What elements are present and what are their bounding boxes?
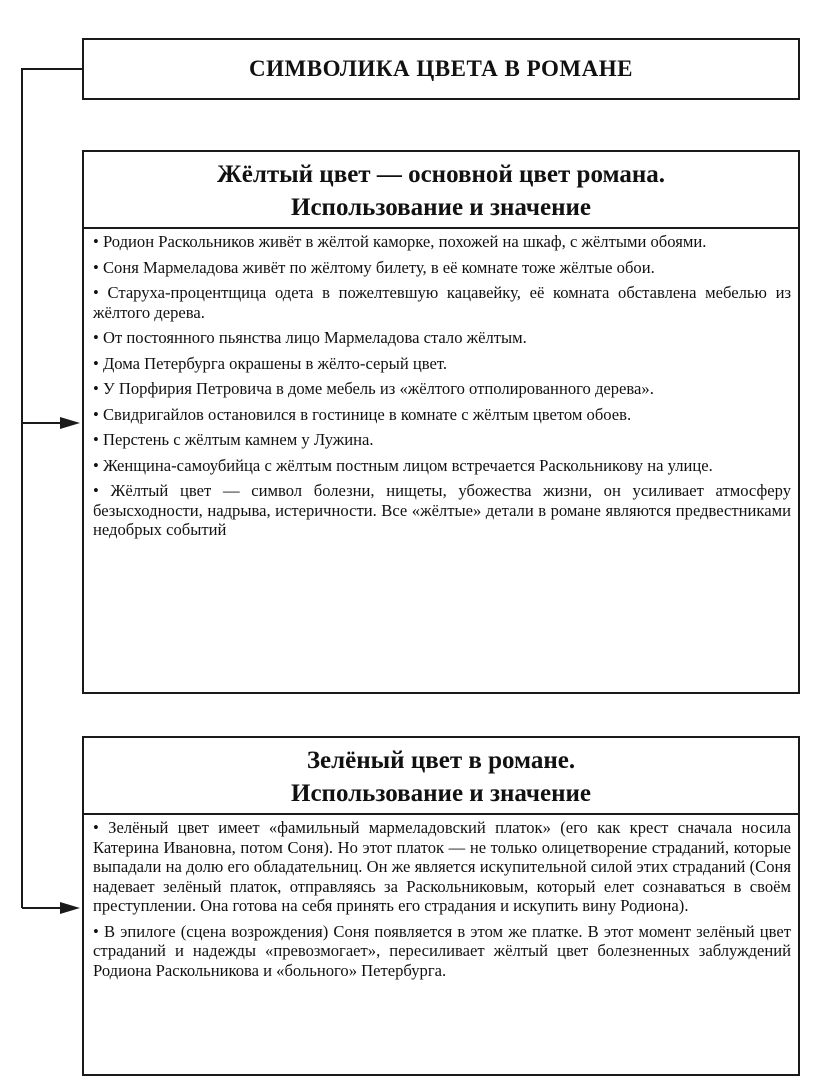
connector-trunk — [22, 69, 82, 908]
green-color-section — [82, 736, 800, 1076]
list-item: • Дома Петербурга окрашены в жёлто-серый цвет. — [93, 354, 791, 374]
list-item: • В эпилоге (сцена возрождения) Соня появляется в этом же платке. В этот момент зелёный цвет страданий и надежды «превозмогает», пересиливает жёлтый цвет болезненных заблуждений Родиона Раскольникова и «больного» Петербурга. — [93, 922, 791, 981]
list-item: • У Порфирия Петровича в доме мебель из «жёлтого отполированного дерева». — [93, 379, 791, 399]
list-item: • Жёлтый цвет — символ болезни, нищеты, убожества жизни, он усиливает атмосферу безысходности, надрыва, истеричности. Все «жёлтые» детали в романе являются предвестниками недобрых событий — [93, 481, 791, 540]
heading-line: Использование и значение — [291, 780, 591, 807]
heading-line: Зелёный цвет в романе. — [306, 747, 576, 774]
heading-line: Жёлтый цвет — основной цвет романа. — [217, 161, 665, 188]
yellow-color-section — [82, 150, 800, 694]
item-list — [84, 815, 798, 980]
list-item: • Соня Мармеладова живёт по жёлтому билету, в её комнате тоже жёлтые обои. — [93, 258, 791, 278]
list-item: • Женщина-самоубийца с жёлтым постным лицом встречается Раскольникову на улице. — [93, 456, 791, 476]
list-item: • Перстень с жёлтым камнем у Лужина. — [93, 430, 791, 450]
list-item: • Зелёный цвет имеет «фамильный мармеладовский платок» (его как крест сначала носила Катерина Ивановна, потом Соня). Но этот платок — не только олицетворение страданий, которые выпадали на долю его обладательниц. Он же является искупительной силой этих страданий (Соня надевает зелёный платок, отправляясь за Раскольниковым, который елет сознаваться в своём преступлении. Она готова на себя принять его страдания и искупить вину Родиона). — [93, 818, 791, 916]
list-item: • От постоянного пьянства лицо Мармеладова стало жёлтым. — [93, 328, 791, 348]
section-heading — [84, 738, 798, 815]
list-item: • Родион Раскольников живёт в жёлтой каморке, похожей на шкаф, с жёлтыми обоями. — [93, 232, 791, 252]
heading-line: Использование и значение — [291, 194, 591, 221]
title-box — [82, 38, 800, 100]
list-item: • Старуха-процентщица одета в пожелтевшую кацавейку, её комната обставлена мебелью из жёлтого дерева. — [93, 283, 791, 322]
page-title: СИМВОЛИКА ЦВЕТА В РОМАНЕ — [249, 56, 633, 81]
section-heading — [84, 152, 798, 229]
arrowhead-2 — [60, 902, 80, 914]
list-item: • Свидригайлов остановился в гостинице в комнате с жёлтым цветом обоев. — [93, 405, 791, 425]
arrowhead-1 — [60, 417, 80, 429]
item-list — [84, 229, 798, 540]
